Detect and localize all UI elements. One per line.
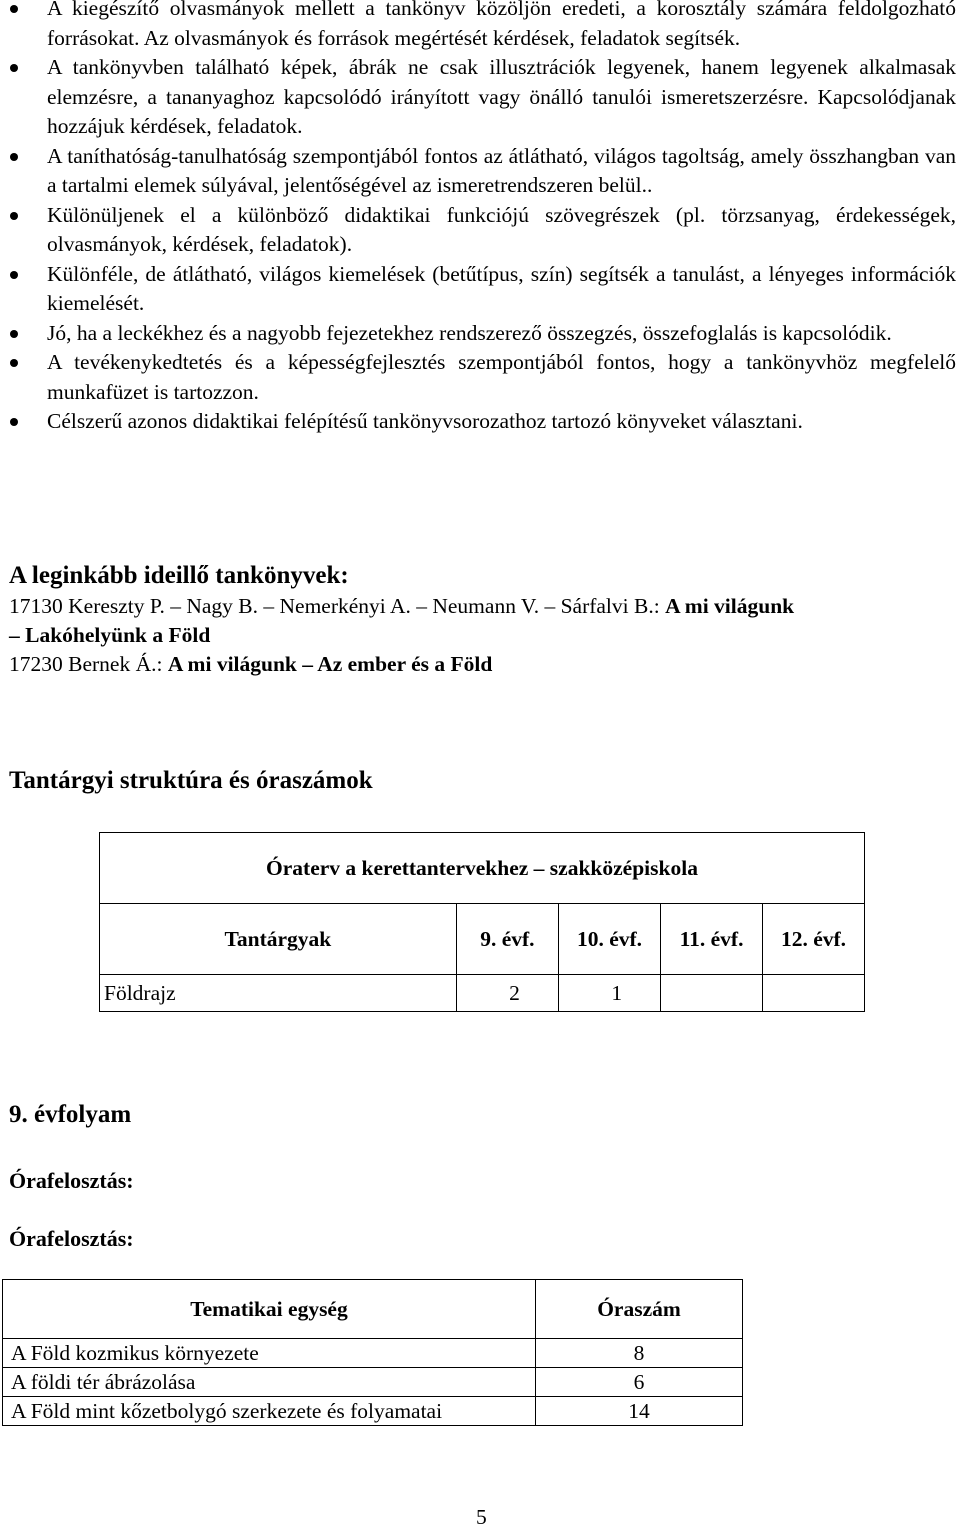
table-cell [763,975,865,1012]
lesson-plan-table [99,832,865,1012]
table-row [3,1368,743,1397]
table-cell [661,975,763,1012]
list-item: Célszerű azonos didaktikai felépítésű tankönyvsorozathoz tartozó könyveket választani. [0,407,956,437]
table-row [3,1339,743,1368]
table-cell: Földrajz [100,975,457,1012]
schedule-label: Órafelosztás: [9,1226,134,1251]
column-header: 10. évf. [558,904,660,975]
book-line-2: – Lakóhelyünk a Föld [9,623,211,647]
column-header: 12. évf. [763,904,865,975]
bullet-icon [10,359,18,367]
bullet-icon [10,153,18,161]
bullet-icon [10,271,18,279]
book-line-1: 17130 Kereszty P. – Nagy B. – Nemerkényi A. – Neumann V. – Sárfalvi B.: A mi világunk [9,594,795,618]
column-header: Tematikai egység [3,1280,536,1339]
list-item: A tankönyvben található képek, ábrák ne csak illusztrációk legyenek, hanem legyenek alkalmasak elemzésre, a tananyaghoz kapcsolódó irányított vagy önálló tanulói ismeretszerzésre. Kapcsolódjanak hozzájuk kérdések, feladatok. [0,53,956,142]
column-header: 9. évf. [456,904,558,975]
table-header-row [3,1280,743,1339]
table-cell: 1 [558,975,660,1012]
table-cell: A Föld kozmikus környezete [3,1339,536,1368]
list-item: Jó, ha a leckékhez és a nagyobb fejezetekhez rendszerező összegzés, összefoglalás is kapcsolódik. [0,319,956,349]
list-item: Különféle, de átlátható, világos kiemelések (betűtípus, szín) segítsék a tanulást, a lényeges információk kiemelését. [0,260,956,319]
bullet-icon [10,330,18,338]
table-row [100,975,865,1012]
topics-table [2,1279,743,1426]
table-cell: 8 [536,1339,743,1368]
column-header: 11. évf. [661,904,763,975]
bullet-icon [10,418,18,426]
table-header-row [100,904,865,975]
structure-heading: Tantárgyi struktúra és óraszámok [9,767,373,794]
table-cell: A Föld mint kőzetbolygó szerkezete és folyamatai [3,1397,536,1426]
books-heading: A leginkább ideillő tankönyvek: [9,562,349,589]
table-cell: 6 [536,1368,743,1397]
page-number: 5 [476,1505,487,1529]
requirements-list [0,0,956,437]
column-header: Óraszám [536,1280,743,1339]
table-cell: 14 [536,1397,743,1426]
bullet-icon [10,212,18,220]
list-item: Különüljenek el a különböző didaktikai funkciójú szövegrészek (pl. törzsanyag, érdekességek, olvasmányok, kérdések, feladatok). [0,201,956,260]
book-line-3: 17230 Bernek Á.: A mi világunk – Az ember és a Föld [9,652,493,676]
list-item: A taníthatóság-tanulhatóság szempontjából fontos az átlátható, világos tagoltság, amely összhangban van a tartalmi elemek súlyával, jelentőségével az ismeretrendszeren belül.. [0,142,956,201]
grade-heading: 9. évfolyam [9,1101,132,1128]
list-item: A kiegészítő olvasmányok mellett a tankönyv közöljön eredeti, a korosztály számára feldolgozható forrásokat. Az olvasmányok és források megértését kérdések, feladatok segítsék. [0,0,956,53]
schedule-label: Órafelosztás: [9,1168,134,1193]
table-cell: 2 [456,975,558,1012]
table-cell: A földi tér ábrázolása [3,1368,536,1397]
bullet-icon [10,5,18,13]
table-row [3,1397,743,1426]
bullet-icon [10,64,18,72]
column-header: Tantárgyak [100,904,457,975]
table-caption: Óraterv a kerettantervekhez – szakközépiskola [100,833,865,904]
list-item: A tevékenykedtetés és a képességfejlesztés szempontjából fontos, hogy a tankönyvhöz megfelelő munkafüzet is tartozzon. [0,348,956,407]
